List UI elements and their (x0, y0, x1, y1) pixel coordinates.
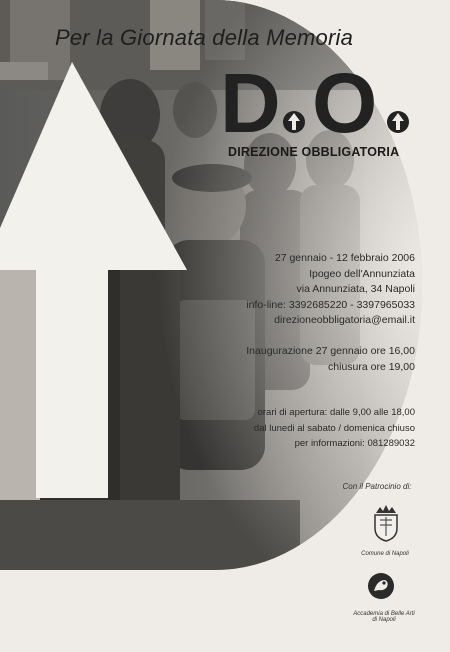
napoli-crest-icon (372, 504, 400, 542)
opening-event: Inaugurazione 27 gennaio ore 16,00 (246, 345, 415, 357)
opening-hours: orari di apertura: dalle 9,00 alle 18,00 (257, 407, 415, 418)
sponsor-accademia-line-2: di Napoli (372, 617, 396, 623)
exhibition-details (246, 251, 415, 329)
info-line: info-line: 3392685220 - 3397965033 (246, 298, 415, 311)
sponsor-comune-napoli: Comune di Napoli (361, 551, 409, 557)
exhibition-dates: 27 gennaio - 12 febbraio 2006 (274, 252, 415, 264)
patronage-title: Con il Patrocinio di: (342, 482, 412, 491)
logo-letter-d: D (220, 62, 281, 142)
exhibition-address: via Annunziata, 34 Napoli (296, 283, 415, 295)
event-times (246, 344, 415, 375)
do-logo (220, 62, 420, 142)
closing-time: chiusura ore 19,00 (328, 360, 415, 373)
tagline: Per la Giornata della Memoria (55, 25, 354, 50)
opening-hours-block (254, 405, 415, 452)
logo-full-title: DIREZIONE OBBLIGATORIA (228, 145, 400, 159)
exhibition-venue: Ipogeo dell'Annunziata (309, 267, 415, 280)
info-phone: per informazioni: 081289032 (294, 438, 415, 449)
sponsor-accademia (340, 611, 428, 623)
sponsor-accademia-line-1: Accademia di Belle Arti (353, 611, 415, 617)
contact-email: direzioneobbligatoria@email.it (274, 314, 415, 326)
accademia-emblem-icon (367, 572, 395, 600)
patronage-section (310, 482, 430, 491)
opening-days: dal lunedi al sabato / domenica chiuso (253, 422, 415, 434)
arrow-up-circle-icon (387, 111, 409, 133)
logo-letter-o: O (312, 62, 378, 142)
arrow-up-circle-icon (283, 111, 305, 133)
